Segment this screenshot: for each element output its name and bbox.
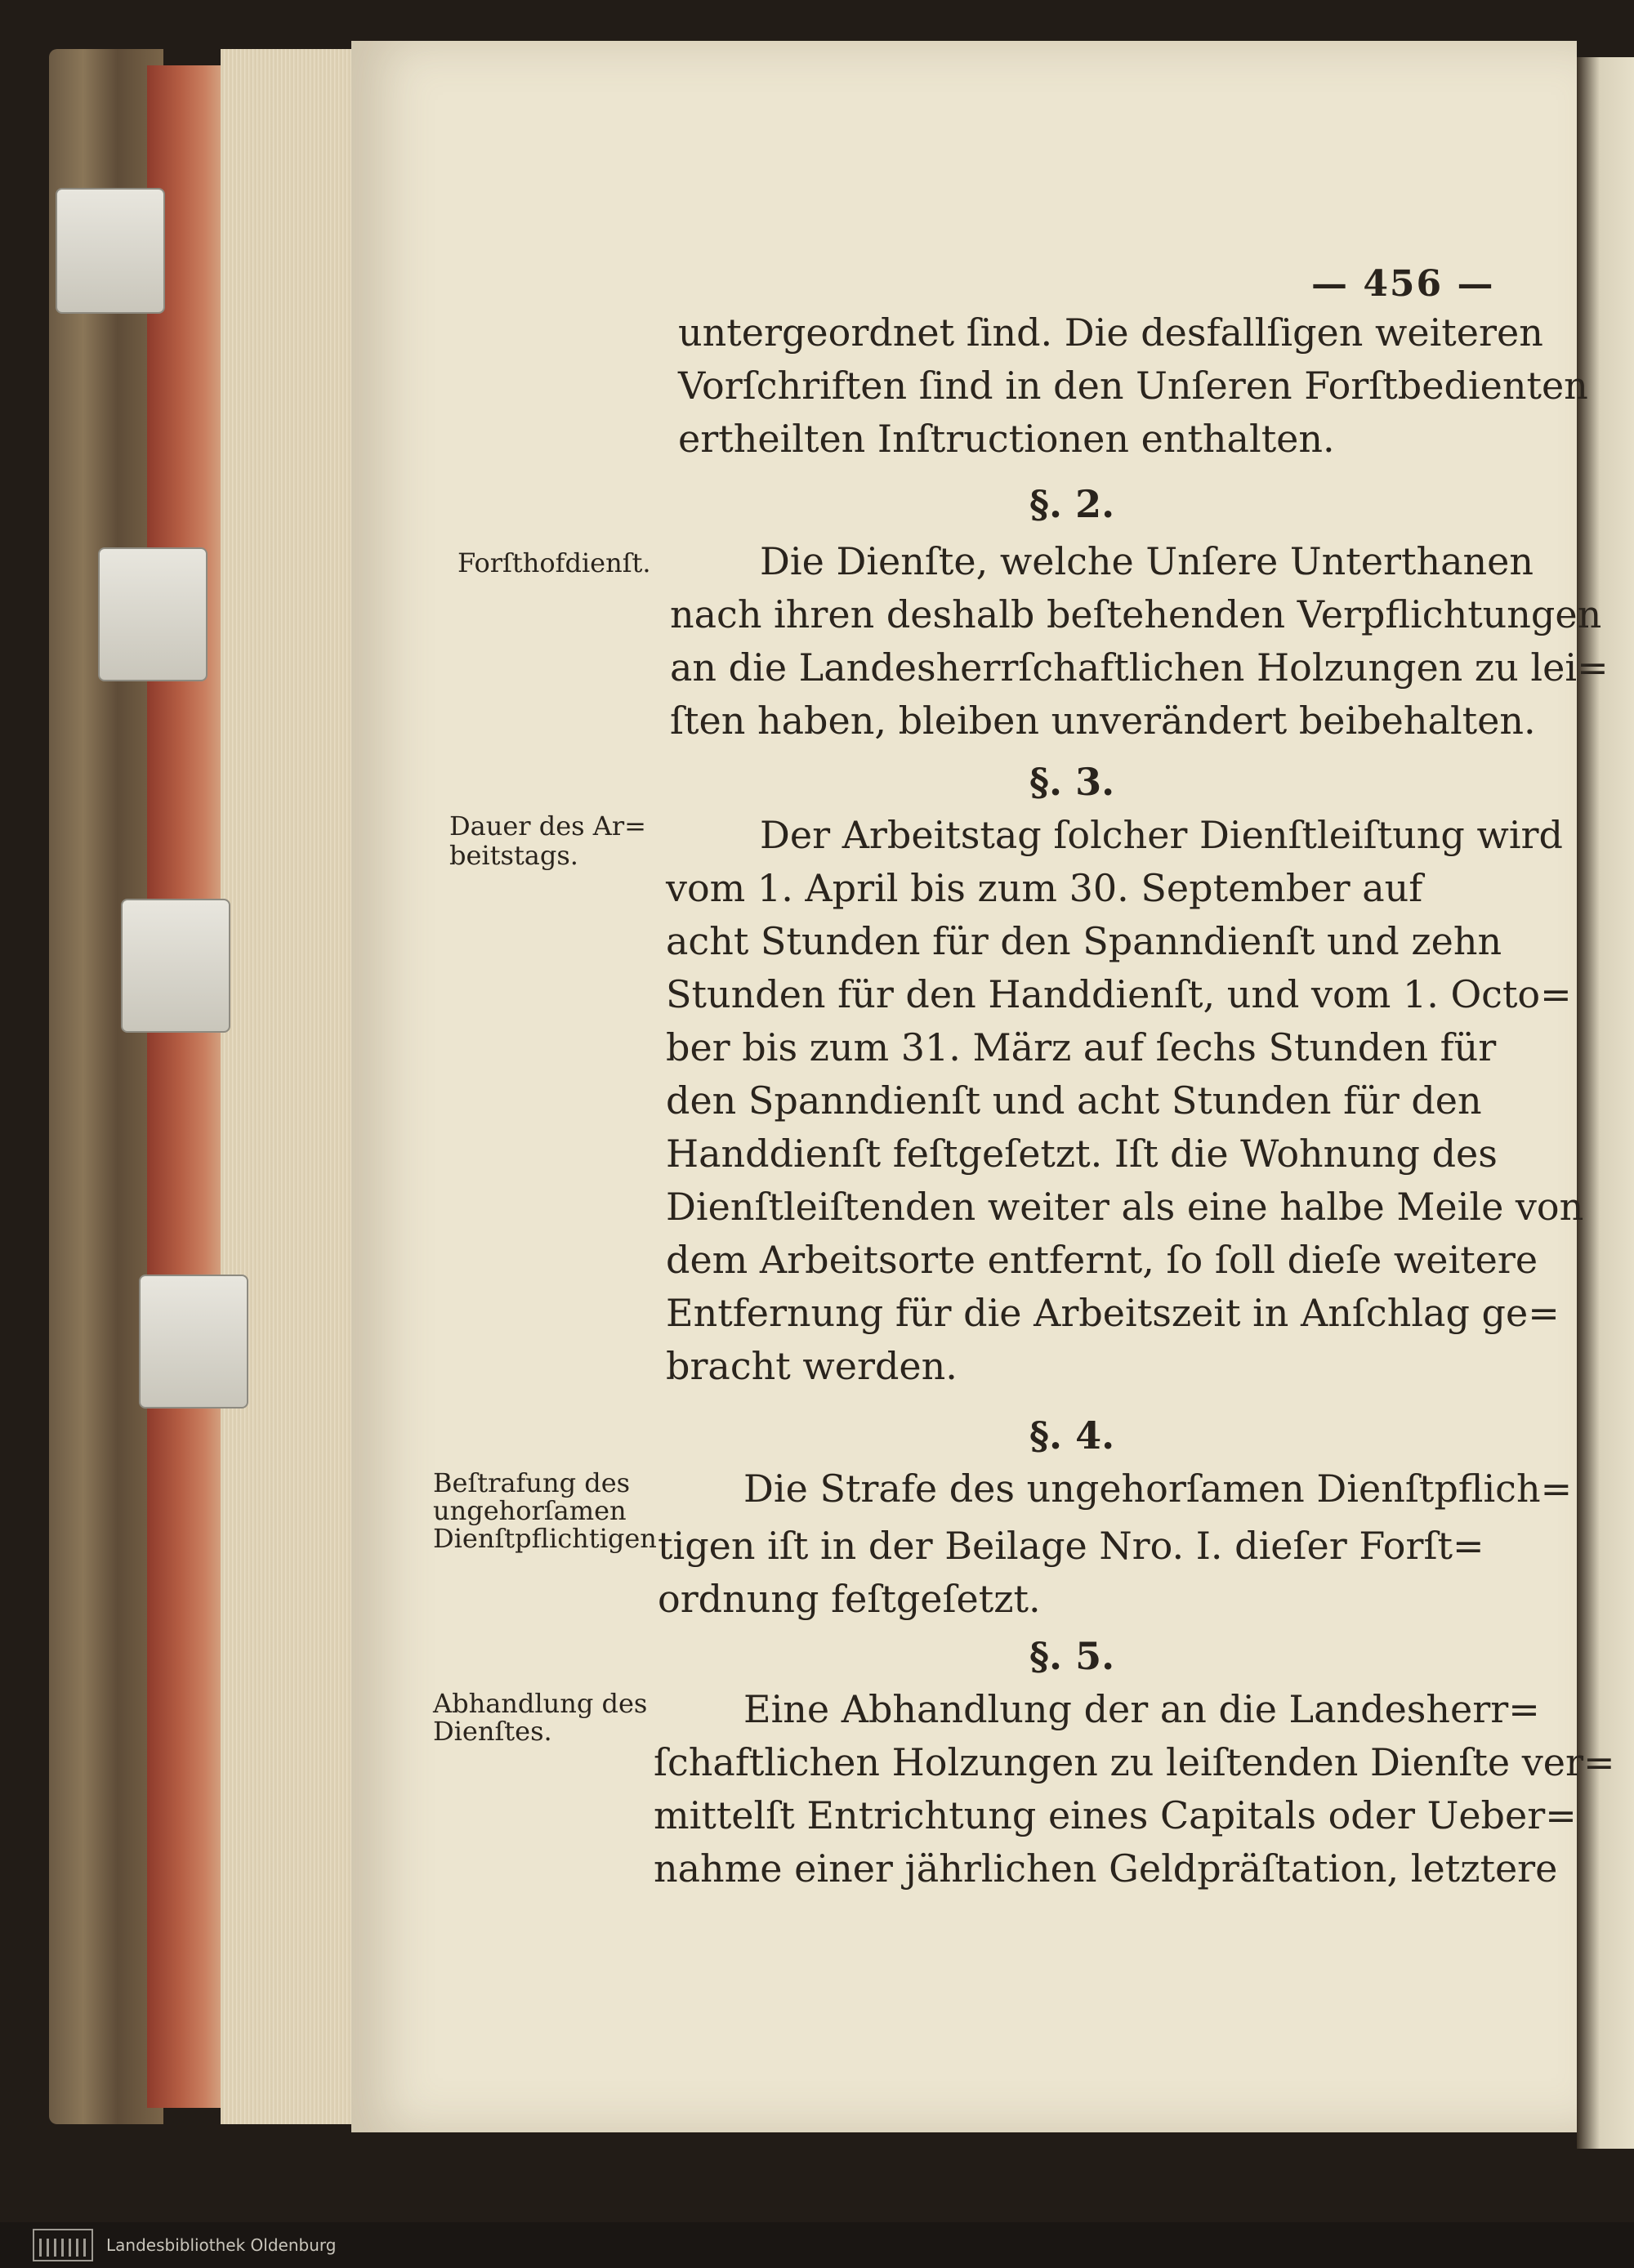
page-stack [221, 49, 359, 2124]
body-line: ordnung feſtgeſetzt. [658, 1577, 1041, 1621]
body-line: Entfernung für die Arbeitszeit in Anſchlag ge= [666, 1291, 1560, 1335]
margin-note: Dienſtes. [433, 1716, 552, 1747]
book-cover-edge [49, 49, 163, 2124]
page-number: — 456 — [1311, 263, 1495, 305]
section-heading: §. 5. [1029, 1634, 1115, 1678]
body-line: ſchaftlichen Holzungen zu leiſtenden Dienſte ver= [654, 1740, 1615, 1784]
body-line: ber bis zum 31. März auf ſechs Stunden für [666, 1025, 1497, 1069]
body-line: ertheilten Inſtructionen enthalten. [678, 417, 1335, 461]
body-line: bracht werden. [666, 1344, 958, 1388]
margin-note: Beſtrafung des [433, 1467, 631, 1498]
index-tab [56, 188, 165, 314]
body-line: acht Stunden für den Spanndienſt und zehn [666, 919, 1502, 963]
body-line: den Spanndienſt und acht Stunden für den [666, 1078, 1482, 1123]
body-line: dem Arbeitsorte entfernt, ſo ſoll dieſe weitere [666, 1238, 1538, 1282]
body-line: Handdienſt feſtgeſetzt. Iſt die Wohnung des [666, 1132, 1498, 1176]
body-line: ſten haben, bleiben unverändert beibehalten. [670, 699, 1536, 743]
section-heading: §. 3. [1029, 760, 1115, 804]
index-tab [98, 547, 208, 681]
body-line: Die Strafe des ungehorſamen Dienſtpflich= [743, 1467, 1573, 1511]
body-line: Stunden für den Handdienſt, und vom 1. Octo= [666, 972, 1572, 1016]
section-heading: §. 4. [1029, 1413, 1115, 1458]
body-line: Dienſtleiſtenden weiter als eine halbe Meile von [666, 1185, 1584, 1229]
body-line: nach ihren deshalb beſtehenden Verpflichtungen [670, 592, 1602, 636]
margin-note: ungehorſamen [433, 1495, 627, 1526]
body-line: tigen iſt in der Beilage Nro. I. dieſer Forſt= [658, 1524, 1484, 1568]
book-page [351, 41, 1615, 2132]
body-line: untergeordnet ſind. Die desfallſigen weiteren [678, 310, 1543, 355]
body-line: an die Landesherrſchaftlichen Holzungen zu lei= [670, 645, 1609, 690]
margin-note: beitstags. [449, 840, 578, 871]
body-line: vom 1. April bis zum 30. September auf [666, 866, 1423, 910]
margin-note: Forſthofdienſt. [458, 547, 651, 578]
body-line: Eine Abhandlung der an die Landesherr= [743, 1687, 1540, 1731]
body-line: Der Arbeitstag ſolcher Dienſtleiſtung wird [760, 813, 1563, 857]
library-name: Landesbibliothek Oldenburg [106, 2235, 337, 2255]
body-line: mittelſt Entrichtung eines Capitals oder Ueber= [654, 1793, 1577, 1837]
margin-note: Abhandlung des [433, 1688, 648, 1719]
section-heading: §. 2. [1029, 482, 1115, 526]
index-tab [139, 1275, 248, 1409]
index-tab [121, 899, 230, 1033]
margin-note: Dauer des Ar= [449, 810, 646, 842]
body-line: nahme einer jährlichen Geldpräſtation, letztere [654, 1846, 1558, 1891]
footer-bar [0, 2222, 1634, 2268]
body-line: Vorſchriften ſind in den Unſeren Forſtbedienten [678, 364, 1588, 408]
margin-note: Dienſtpflichtigen [433, 1523, 657, 1554]
red-page-edge [147, 65, 229, 2108]
library-building-icon [33, 2229, 93, 2261]
body-line: Die Dienſte, welche Unſere Unterthanen [760, 539, 1534, 583]
